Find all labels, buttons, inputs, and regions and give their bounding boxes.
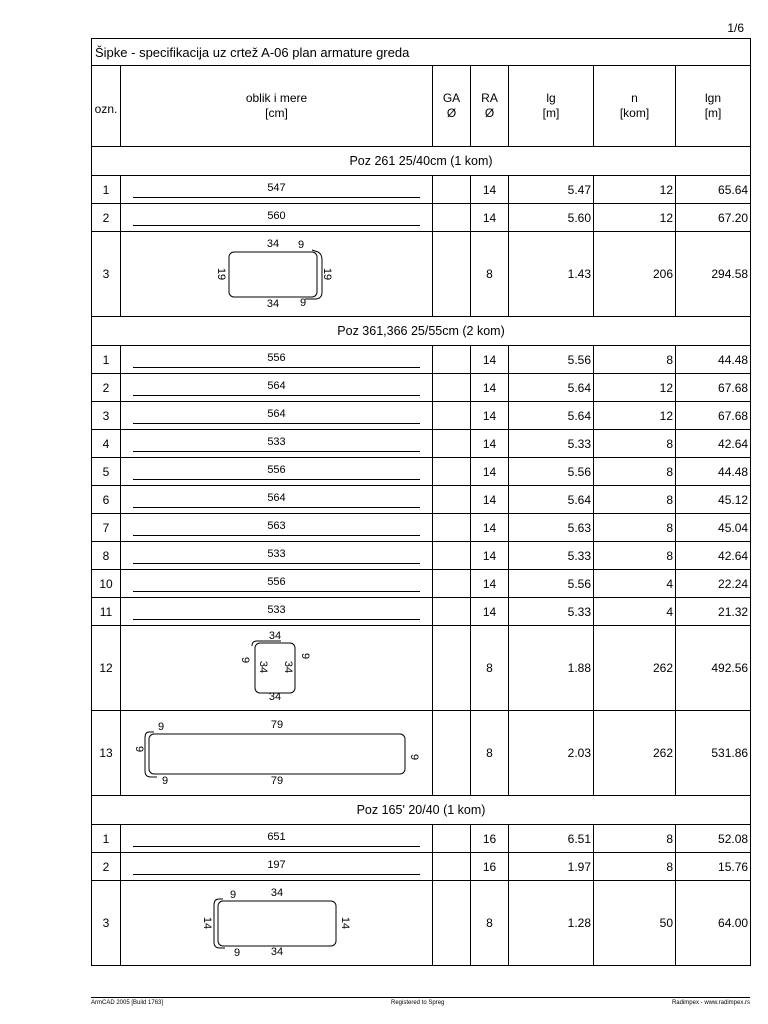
lg-cell: 5.56 <box>509 570 594 598</box>
hook-top-dim: 9 <box>297 238 305 251</box>
bar-length-label: 556 <box>267 464 286 476</box>
lgn-cell: 294.58 <box>676 232 751 317</box>
hook-right-dim: 9 <box>299 652 312 660</box>
bar-length-label: 547 <box>267 182 286 194</box>
lg-cell: 5.64 <box>509 374 594 402</box>
ra-cell: 14 <box>471 458 509 486</box>
table-row <box>92 711 751 796</box>
dim-bottom: 34 <box>268 690 282 703</box>
n-cell: 12 <box>594 176 676 204</box>
lgn-cell: 45.12 <box>676 486 751 514</box>
ga-cell <box>433 711 471 796</box>
ozn-cell: 7 <box>92 514 121 542</box>
bar-length-label: 563 <box>267 520 286 532</box>
ozn-cell: 1 <box>92 825 121 853</box>
ra-cell: 14 <box>471 542 509 570</box>
lg-cell: 5.63 <box>509 514 594 542</box>
lgn-cell: 44.48 <box>676 346 751 374</box>
ga-cell <box>433 542 471 570</box>
table-row <box>92 458 751 486</box>
table-row <box>92 486 751 514</box>
n-cell: 12 <box>594 402 676 430</box>
n-cell: 8 <box>594 346 676 374</box>
shape-cell <box>121 825 433 853</box>
ra-cell: 16 <box>471 825 509 853</box>
dim-left: 19 <box>215 267 228 281</box>
stirrup-sketch <box>121 232 433 316</box>
table-row <box>92 514 751 542</box>
lgn-cell: 67.68 <box>676 402 751 430</box>
ozn-cell: 12 <box>92 626 121 711</box>
lgn-cell: 15.76 <box>676 853 751 881</box>
lg-cell: 5.64 <box>509 486 594 514</box>
lgn-cell: 42.64 <box>676 542 751 570</box>
ozn-cell: 2 <box>92 204 121 232</box>
stirrup-hook <box>214 899 225 948</box>
bar-specification-table <box>91 38 751 966</box>
ozn-cell: 13 <box>92 711 121 796</box>
straight-bar-line <box>133 619 420 620</box>
n-cell: 8 <box>594 542 676 570</box>
lgn-cell: 52.08 <box>676 825 751 853</box>
table-row <box>92 346 751 374</box>
table-row <box>92 542 751 570</box>
lg-cell: 1.28 <box>509 881 594 966</box>
stirrup-hook <box>145 732 157 777</box>
ra-cell: 14 <box>471 514 509 542</box>
lg-cell: 5.56 <box>509 458 594 486</box>
table-row <box>92 374 751 402</box>
ga-cell <box>433 853 471 881</box>
section-title: Poz 261 25/40cm (1 kom) <box>92 147 751 176</box>
ga-cell <box>433 204 471 232</box>
table-row <box>92 825 751 853</box>
dim-bottom: 34 <box>270 945 284 958</box>
ra-cell: 14 <box>471 598 509 626</box>
stirrup-hook <box>305 250 322 299</box>
lgn-cell: 45.04 <box>676 514 751 542</box>
straight-bar-line <box>133 591 420 592</box>
lg-cell: 5.60 <box>509 204 594 232</box>
n-cell: 262 <box>594 711 676 796</box>
table-row <box>92 626 751 711</box>
shape-cell <box>121 598 433 626</box>
stirrup-outline <box>218 901 336 946</box>
header-n: n [kom] <box>594 66 676 147</box>
ga-cell <box>433 430 471 458</box>
lgn-cell: 67.68 <box>676 374 751 402</box>
lgn-cell: 44.48 <box>676 458 751 486</box>
shape-cell <box>121 402 433 430</box>
n-cell: 8 <box>594 430 676 458</box>
bar-length-label: 556 <box>267 352 286 364</box>
footer-registration: Registered to Spreg <box>391 1000 445 1006</box>
shape-cell <box>121 711 433 796</box>
ozn-cell: 1 <box>92 346 121 374</box>
stirrup-outline <box>229 252 317 297</box>
lg-cell: 2.03 <box>509 711 594 796</box>
straight-bar-line <box>133 395 420 396</box>
lg-cell: 5.33 <box>509 542 594 570</box>
table-row <box>92 402 751 430</box>
footer <box>91 997 750 1006</box>
header-shape: oblik i mere [cm] <box>121 66 433 147</box>
header-lgn: lgn [m] <box>676 66 751 147</box>
table-row <box>92 204 751 232</box>
ga-cell <box>433 598 471 626</box>
shape-cell <box>121 570 433 598</box>
ozn-cell: 1 <box>92 176 121 204</box>
shape-cell <box>121 430 433 458</box>
n-cell: 4 <box>594 570 676 598</box>
ga-cell <box>433 458 471 486</box>
lgn-cell: 67.20 <box>676 204 751 232</box>
shape-cell <box>121 486 433 514</box>
straight-bar-line <box>133 563 420 564</box>
shape-cell <box>121 204 433 232</box>
ga-cell <box>433 881 471 966</box>
ra-cell: 14 <box>471 346 509 374</box>
lg-cell: 1.43 <box>509 232 594 317</box>
lg-cell: 5.47 <box>509 176 594 204</box>
bar-length-label: 197 <box>267 859 286 871</box>
bar-length-label: 556 <box>267 576 286 588</box>
header-ozn: ozn. <box>92 66 121 147</box>
ozn-cell: 2 <box>92 374 121 402</box>
straight-bar-line <box>133 451 420 452</box>
ozn-cell: 3 <box>92 402 121 430</box>
stirrup-sketch <box>121 881 433 965</box>
dim-left: 14 <box>201 916 214 930</box>
stirrup-sketch <box>121 626 433 710</box>
hook-top-dim: 9 <box>157 720 165 733</box>
lgn-cell: 492.56 <box>676 626 751 711</box>
n-cell: 262 <box>594 626 676 711</box>
hook-bottom-dim: 9 <box>233 946 241 959</box>
ozn-cell: 11 <box>92 598 121 626</box>
ra-cell: 8 <box>471 626 509 711</box>
n-cell: 8 <box>594 486 676 514</box>
hook-top-dim: 9 <box>229 888 237 901</box>
footer-vendor: Radimpex - www.radimpex.rs <box>671 1000 750 1006</box>
section-row <box>92 796 751 825</box>
table-row <box>92 570 751 598</box>
straight-bar-line <box>133 535 420 536</box>
ra-cell: 14 <box>471 430 509 458</box>
n-cell: 12 <box>594 374 676 402</box>
hook-right-dim: 9 <box>408 753 421 761</box>
dim-top: 34 <box>270 886 284 899</box>
straight-bar-line <box>133 507 420 508</box>
lgn-cell: 531.86 <box>676 711 751 796</box>
stirrup-sketch <box>121 711 433 795</box>
lg-cell: 5.64 <box>509 402 594 430</box>
ozn-cell: 3 <box>92 881 121 966</box>
ga-cell <box>433 402 471 430</box>
table-row <box>92 598 751 626</box>
header-ra: RA Ø <box>471 66 509 147</box>
table-row <box>92 430 751 458</box>
hook-bottom-dim: 9 <box>161 774 169 787</box>
lgn-cell: 64.00 <box>676 881 751 966</box>
ozn-cell: 2 <box>92 853 121 881</box>
footer-software: ArmCAD 2005 [Build 1763] <box>91 1000 164 1006</box>
straight-bar-line <box>133 874 420 875</box>
ozn-cell: 8 <box>92 542 121 570</box>
ra-cell: 14 <box>471 486 509 514</box>
ga-cell <box>433 570 471 598</box>
section-row <box>92 317 751 346</box>
ga-cell <box>433 825 471 853</box>
ga-cell <box>433 626 471 711</box>
shape-cell <box>121 346 433 374</box>
straight-bar-line <box>133 479 420 480</box>
ga-cell <box>433 486 471 514</box>
table-title-row <box>92 39 751 66</box>
lg-cell: 5.56 <box>509 346 594 374</box>
straight-bar-line <box>133 225 420 226</box>
dim-top: 79 <box>270 718 284 731</box>
shape-cell <box>121 232 433 317</box>
lgn-cell: 22.24 <box>676 570 751 598</box>
dim-bottom: 79 <box>270 774 284 787</box>
table-row <box>92 881 751 966</box>
bar-length-label: 564 <box>267 492 286 504</box>
n-cell: 8 <box>594 825 676 853</box>
n-cell: 8 <box>594 514 676 542</box>
ozn-cell: 4 <box>92 430 121 458</box>
ga-cell <box>433 176 471 204</box>
table-title: Šipke - specifikacija uz crtež A-06 plan armature greda <box>92 39 751 66</box>
bar-length-label: 560 <box>267 210 286 222</box>
page-number: 1/6 <box>727 21 744 35</box>
hook-bottom-dim: 9 <box>299 296 307 309</box>
shape-cell <box>121 626 433 711</box>
shape-cell <box>121 176 433 204</box>
ga-cell <box>433 232 471 317</box>
ra-cell: 14 <box>471 176 509 204</box>
ra-cell: 14 <box>471 204 509 232</box>
n-cell: 8 <box>594 458 676 486</box>
table-row <box>92 176 751 204</box>
ozn-cell: 6 <box>92 486 121 514</box>
ra-cell: 8 <box>471 711 509 796</box>
ra-cell: 14 <box>471 402 509 430</box>
dim-left: 34 <box>257 660 270 674</box>
section-title: Poz 361,366 25/55cm (2 kom) <box>92 317 751 346</box>
lgn-cell: 21.32 <box>676 598 751 626</box>
ga-cell <box>433 346 471 374</box>
dim-top: 34 <box>268 629 282 642</box>
straight-bar-line <box>133 846 420 847</box>
bar-length-label: 564 <box>267 380 286 392</box>
lg-cell: 6.51 <box>509 825 594 853</box>
n-cell: 4 <box>594 598 676 626</box>
shape-cell <box>121 514 433 542</box>
section-row <box>92 147 751 176</box>
hook-left-dim: 9 <box>239 656 252 664</box>
bar-length-label: 651 <box>267 831 286 843</box>
lgn-cell: 42.64 <box>676 430 751 458</box>
ra-cell: 16 <box>471 853 509 881</box>
lgn-cell: 65.64 <box>676 176 751 204</box>
straight-bar-line <box>133 367 420 368</box>
bar-length-label: 533 <box>267 604 286 616</box>
lg-cell: 5.33 <box>509 430 594 458</box>
ra-cell: 14 <box>471 374 509 402</box>
table-row <box>92 232 751 317</box>
straight-bar-line <box>133 423 420 424</box>
shape-cell <box>121 374 433 402</box>
dim-bottom: 34 <box>266 297 280 310</box>
dim-right: 19 <box>321 267 334 281</box>
shape-cell <box>121 853 433 881</box>
bar-length-label: 533 <box>267 548 286 560</box>
lg-cell: 1.88 <box>509 626 594 711</box>
straight-bar-line <box>133 197 420 198</box>
n-cell: 12 <box>594 204 676 232</box>
dim-right: 34 <box>282 660 295 674</box>
dim-right: 14 <box>339 916 352 930</box>
ra-cell: 8 <box>471 232 509 317</box>
dim-top: 34 <box>266 237 280 250</box>
ozn-cell: 5 <box>92 458 121 486</box>
ozn-cell: 10 <box>92 570 121 598</box>
shape-cell <box>121 542 433 570</box>
lg-cell: 1.97 <box>509 853 594 881</box>
header-row <box>92 66 751 147</box>
bar-length-label: 564 <box>267 408 286 420</box>
n-cell: 50 <box>594 881 676 966</box>
table-row <box>92 853 751 881</box>
stirrup-outline <box>149 734 405 774</box>
ga-cell <box>433 514 471 542</box>
shape-cell <box>121 881 433 966</box>
n-cell: 8 <box>594 853 676 881</box>
ra-cell: 14 <box>471 570 509 598</box>
ra-cell: 8 <box>471 881 509 966</box>
section-title: Poz 165' 20/40 (1 kom) <box>92 796 751 825</box>
header-lg: lg [m] <box>509 66 594 147</box>
ga-cell <box>433 374 471 402</box>
lg-cell: 5.33 <box>509 598 594 626</box>
hook-left-dim: 9 <box>133 745 146 753</box>
header-ga: GA Ø <box>433 66 471 147</box>
bar-length-label: 533 <box>267 436 286 448</box>
shape-cell <box>121 458 433 486</box>
n-cell: 206 <box>594 232 676 317</box>
ozn-cell: 3 <box>92 232 121 317</box>
